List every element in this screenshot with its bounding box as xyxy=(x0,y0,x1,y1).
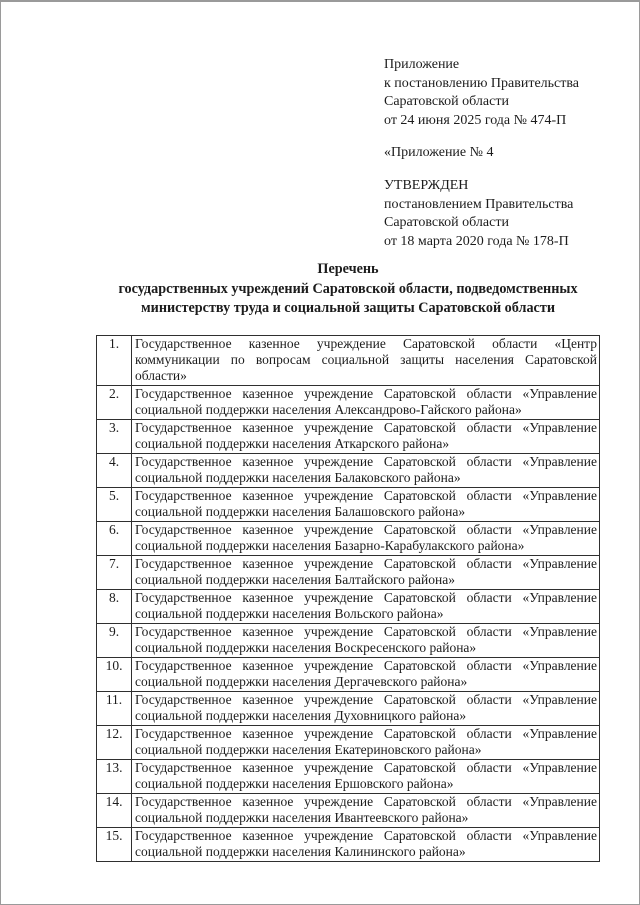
table-row xyxy=(97,488,600,522)
table-row xyxy=(97,828,600,862)
table-row xyxy=(97,624,600,658)
row-number-cell: 10. xyxy=(97,658,132,692)
text-line: Перечень xyxy=(317,261,379,277)
row-text-cell: Государственное казенное учреждение Саратовской области «Центр коммуникации по вопросам социальной защиты населения Саратовской области» xyxy=(132,336,600,386)
table-row xyxy=(97,386,600,420)
text-line: от 18 марта 2020 года № 178-П xyxy=(384,233,569,249)
row-text-cell: Государственное казенное учреждение Саратовской области «Управление социальной поддержки населения Ершовского района» xyxy=(132,760,600,794)
appendix-number: «Приложение № 4 xyxy=(384,145,494,161)
row-number-cell: 9. xyxy=(97,624,132,658)
institutions-table-body xyxy=(97,336,600,862)
table-row xyxy=(97,522,600,556)
row-text-cell: Государственное казенное учреждение Саратовской области «Управление социальной поддержки населения Вольского района» xyxy=(132,590,600,624)
text-line: к постановлению Правительства xyxy=(384,75,580,91)
table-row xyxy=(97,420,600,454)
row-number-cell: 8. xyxy=(97,590,132,624)
table-row xyxy=(97,556,600,590)
row-text-cell: Государственное казенное учреждение Саратовской области «Управление социальной поддержки населения Воскресенского района» xyxy=(132,624,600,658)
table-row xyxy=(97,336,600,386)
table-row xyxy=(97,692,600,726)
table-row xyxy=(97,590,600,624)
row-number-cell: 4. xyxy=(97,454,132,488)
row-text-cell: Государственное казенное учреждение Саратовской области «Управление социальной поддержки населения Балашовского района» xyxy=(132,488,600,522)
text-line: Саратовской области xyxy=(384,215,509,231)
text-line: Саратовской области xyxy=(384,94,509,110)
row-number-cell: 6. xyxy=(97,522,132,556)
table-row xyxy=(97,726,600,760)
row-text-cell: Государственное казенное учреждение Саратовской области «Управление социальной поддержки населения Ивантеевского района» xyxy=(132,794,600,828)
row-text-cell: Государственное казенное учреждение Саратовской области «Управление социальной поддержки населения Балаковского района» xyxy=(132,454,600,488)
row-text-cell: Государственное казенное учреждение Саратовской области «Управление социальной поддержки населения Александрово-Гайского района» xyxy=(132,386,600,420)
row-number-cell: 1. xyxy=(97,336,132,386)
table-row xyxy=(97,658,600,692)
table-row xyxy=(97,760,600,794)
text-line: УТВЕРЖДЕН xyxy=(384,177,469,193)
row-text-cell: Государственное казенное учреждение Саратовской области «Управление социальной поддержки населения Дергачевского района» xyxy=(132,658,600,692)
row-text-cell: Государственное казенное учреждение Саратовской области «Управление социальной поддержки населения Екатериновского района» xyxy=(132,726,600,760)
row-text-cell: Государственное казенное учреждение Саратовской области «Управление социальной поддержки населения Балтайского района» xyxy=(132,556,600,590)
text-line: от 24 июня 2025 года № 474-П xyxy=(384,112,567,128)
row-text-cell: Государственное казенное учреждение Саратовской области «Управление социальной поддержки населения Калининского района» xyxy=(132,828,600,862)
table-row xyxy=(97,794,600,828)
row-number-cell: 12. xyxy=(97,726,132,760)
row-text-cell: Государственное казенное учреждение Саратовской области «Управление социальной поддержки населения Базарно-Карабулакского района» xyxy=(132,522,600,556)
row-text-cell: Государственное казенное учреждение Саратовской области «Управление социальной поддержки населения Духовницкого района» xyxy=(132,692,600,726)
row-text-cell: Государственное казенное учреждение Саратовской области «Управление социальной поддержки населения Аткарского района» xyxy=(132,420,600,454)
text-line: государственных учреждений Саратовской области, подведомственных xyxy=(118,280,578,297)
row-number-cell: 11. xyxy=(97,692,132,726)
document-title xyxy=(96,260,600,319)
row-number-cell: 15. xyxy=(97,828,132,862)
row-number-cell: 13. xyxy=(97,760,132,794)
row-number-cell: 14. xyxy=(97,794,132,828)
row-number-cell: 3. xyxy=(97,420,132,454)
text-line: постановлением Правительства xyxy=(384,196,574,212)
row-number-cell: 7. xyxy=(97,556,132,590)
approval-block xyxy=(384,177,614,251)
text-line: министерству труда и социальной защиты Саратовской области xyxy=(141,300,555,316)
row-number-cell: 2. xyxy=(97,386,132,420)
appendix-header xyxy=(384,56,614,265)
row-number-cell: 5. xyxy=(97,488,132,522)
institutions-table xyxy=(96,335,600,862)
table-row xyxy=(97,454,600,488)
text-line: Приложение xyxy=(384,57,460,72)
appendix-reference xyxy=(384,56,614,130)
